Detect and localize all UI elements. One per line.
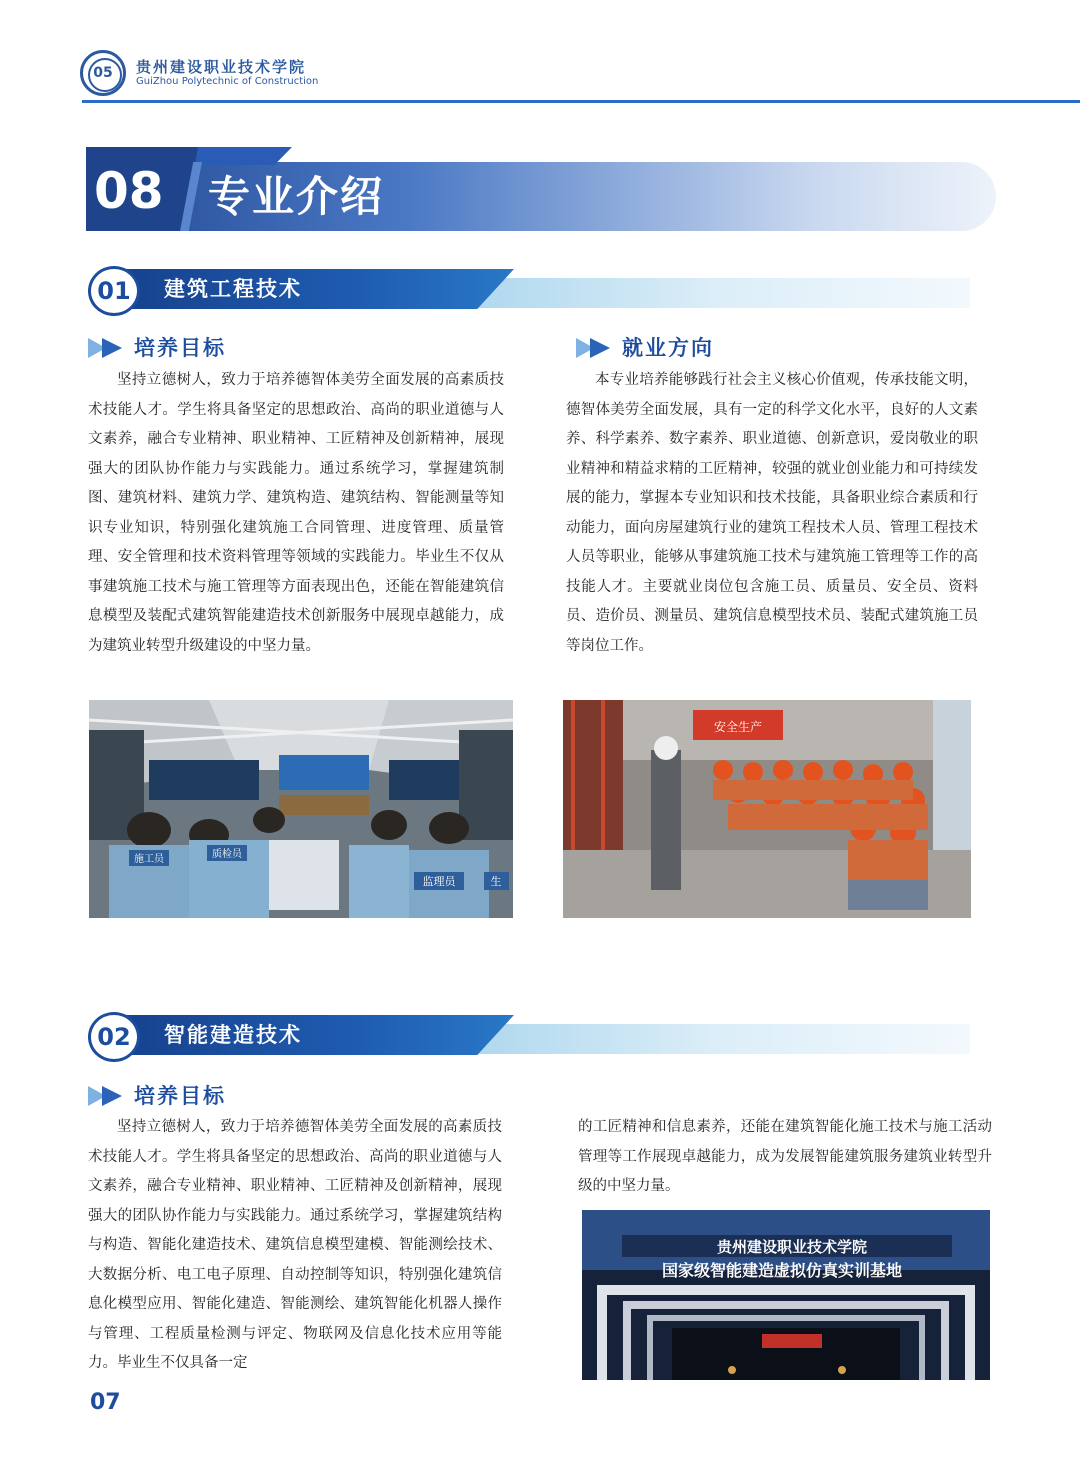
school-name-cn: 贵州建设职业技术学院: [136, 58, 307, 76]
training-base-photo: [582, 1210, 990, 1380]
career-paragraph-1: 本专业培养能够践行社会主义核心价值观，传承技能文明，德智体美劳全面发展，具有一定的科学文化水平，良好的人文素养、科学素养、数字素养、职业道德、创新意识，爱岗敬业的职业精神和精益求精的工匠精神，较强的就业创业能力和可持续发展的能力，掌握本专业知识和技术技能，具备职业综合素质和行动能力，面向房屋建筑行业的建筑工程技术人员、管理工程技术人员等职业，能够从事建筑施工技术与建筑施工管理等工作的高技能人才。主要就业岗位包含施工员、质量员、安全员、资料员、造价员、测量员、建筑信息模型技术员、装配式建筑施工员等岗位工作。: [566, 372, 978, 654]
site-training-photo: [563, 700, 971, 918]
double-arrow-icon: [88, 336, 128, 360]
vest-label: 质检员: [212, 849, 242, 860]
classroom-photo: [89, 700, 513, 918]
goal-paragraph-2-right: 的工匠精神和信息素养，还能在建筑智能化施工技术与施工活动管理等工作展现卓越能力，成为发展智能建筑服务建筑业转型升级的中坚力量。: [578, 1119, 992, 1194]
emblem-text: 05: [93, 65, 113, 81]
vest-label: 生: [490, 875, 502, 888]
section-header-2: [88, 1012, 970, 1062]
goal-paragraph-1: 坚持立德树人，致力于培养德智体美劳全面发展的高素质技术技能人才。学生将具备坚定的思想政治、高尚的职业道德与人文素养，融合专业精神、职业精神、工匠精神及创新精神，展现强大的团队协作能力与实践能力。通过系统学习，掌握建筑制图、建筑材料、建筑力学、建筑构造、建筑结构、智能测量等知识专业知识，特别强化建筑施工合同管理、进度管理、质量管理、安全管理和技术资料管理等领域的实践能力。毕业生不仅从事建筑施工技术与施工管理等方面表现出色，还能在智能建筑信息模型及装配式建筑智能建造技术创新服务中展现卓越能力，成为建筑业转型升级建设的中坚力量。: [88, 372, 504, 654]
school-emblem-icon: [80, 50, 126, 96]
section-title: 建筑工程技术: [164, 277, 302, 301]
school-logo-area: [80, 48, 320, 104]
section-title: 智能建造技术: [164, 1023, 302, 1047]
double-arrow-icon: [88, 1084, 128, 1108]
safety-sign-text: 安全生产: [713, 720, 763, 734]
section-number: 02: [97, 1023, 131, 1051]
chapter-title: 专业介绍: [208, 172, 385, 221]
vest-label: 施工员: [134, 854, 164, 865]
goal-paragraph-2-left: 坚持立德树人，致力于培养德智体美劳全面发展的高素质技术技能人才。学生将具备坚定的思想政治、高尚的职业道德与人文素养，融合专业精神、职业精神、工匠精神及创新精神，展现强大的团队协作能力与实践能力。通过系统学习，掌握建筑结构与构造、智能化建造技术、建筑信息模型建模、智能测绘技术、大数据分析、电工电子原理、自动控制等知识，特别强化建筑信息化模型应用、智能化建造、智能测绘、建筑智能化机器人操作与管理、工程质量检测与评定、物联网及信息化技术应用等能力。毕业生不仅具备一定: [88, 1119, 502, 1371]
section-number: 01: [97, 277, 131, 305]
building-sign-line1: 贵州建设职业技术学院: [716, 1238, 868, 1256]
page-number: 07: [90, 1390, 121, 1415]
chapter-banner: [86, 147, 996, 231]
section-header-1: [88, 266, 970, 316]
subheader-title: 培养目标: [134, 336, 226, 360]
chapter-number: 08: [94, 162, 164, 220]
header-divider: [82, 100, 1080, 103]
building-sign-line2: 国家级智能建造虚拟仿真实训基地: [661, 1261, 903, 1280]
school-name-en: GuiZhou Polytechnic of Construction: [136, 76, 319, 87]
subheader-title: 培养目标: [134, 1084, 226, 1108]
subheader-title: 就业方向: [622, 336, 714, 360]
vest-label: 监理员: [422, 875, 456, 888]
double-arrow-icon: [576, 336, 616, 360]
